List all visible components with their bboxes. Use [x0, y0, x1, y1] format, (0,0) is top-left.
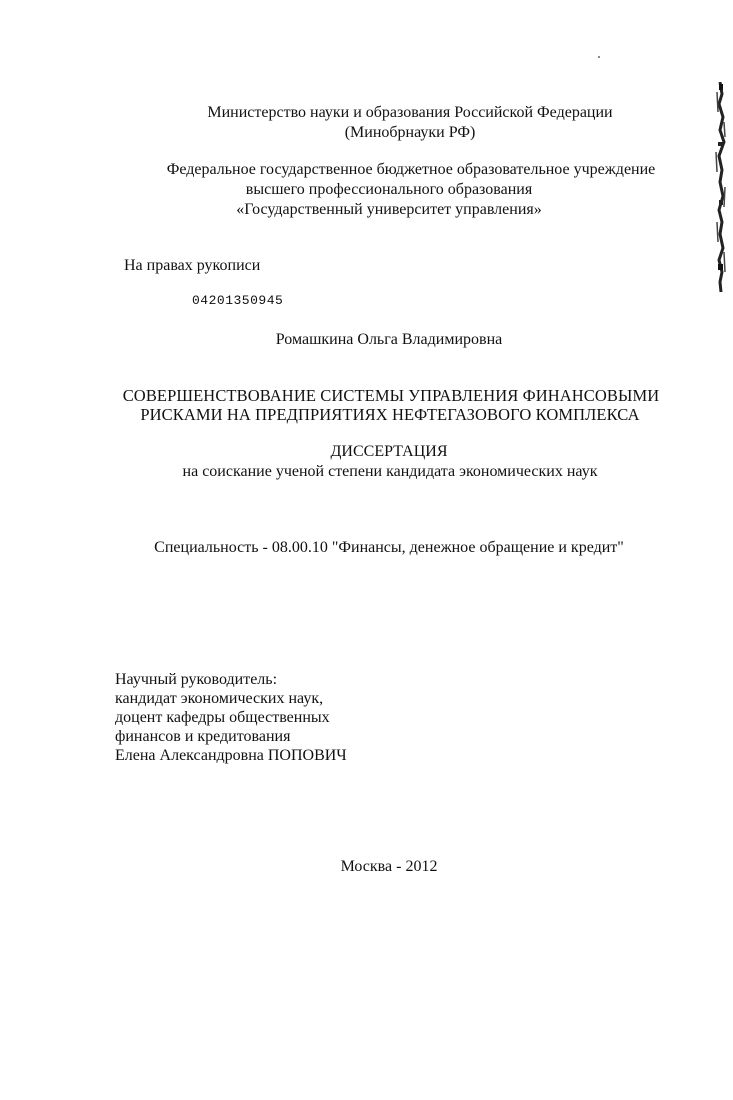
document-type: ДИССЕРТАЦИЯ: [330, 443, 448, 460]
scan-edge-artifact: [713, 82, 727, 292]
supervisor-degree: кандидат экономических наук,: [115, 690, 324, 707]
degree-purpose: на соискание ученой степени кандидата экономических наук: [182, 463, 598, 480]
ministry-line-1: Министерство науки и образования Российской Федерации: [207, 104, 613, 121]
dissertation-title-line-1: СОВЕРШЕНСТВОВАНИЕ СИСТЕМЫ УПРАВЛЕНИЯ ФИНАНСОВЫМИ: [122, 386, 660, 405]
city-year: Москва - 2012: [340, 858, 438, 875]
ministry-line-2: (Минобрнауки РФ): [344, 124, 476, 141]
supervisor-position-line-2: финансов и кредитования: [115, 728, 291, 745]
institution-line-1: Федеральное государственное бюджетное образовательное учреждение: [166, 161, 656, 178]
author-name: Ромашкина Ольга Владимировна: [275, 331, 503, 348]
manuscript-rights: На правах рукописи: [124, 257, 261, 274]
scan-speck: [598, 56, 600, 58]
institution-line-3: «Государственный университет управления»: [236, 201, 542, 218]
dissertation-title-line-2: РИСКАМИ НА ПРЕДПРИЯТИЯХ НЕФТЕГАЗОВОГО КОМПЛЕКСА: [140, 405, 640, 424]
registry-number: 04201350945: [192, 293, 284, 308]
supervisor-name: Елена Александровна ПОПОВИЧ: [115, 747, 347, 764]
supervisor-label: Научный руководитель:: [115, 671, 278, 688]
supervisor-position-line-1: доцент кафедры общественных: [115, 709, 330, 726]
specialty: Специальность - 08.00.10 "Финансы, денежное обращение и кредит": [154, 539, 624, 556]
institution-line-2: высшего профессионального образования: [245, 181, 533, 198]
